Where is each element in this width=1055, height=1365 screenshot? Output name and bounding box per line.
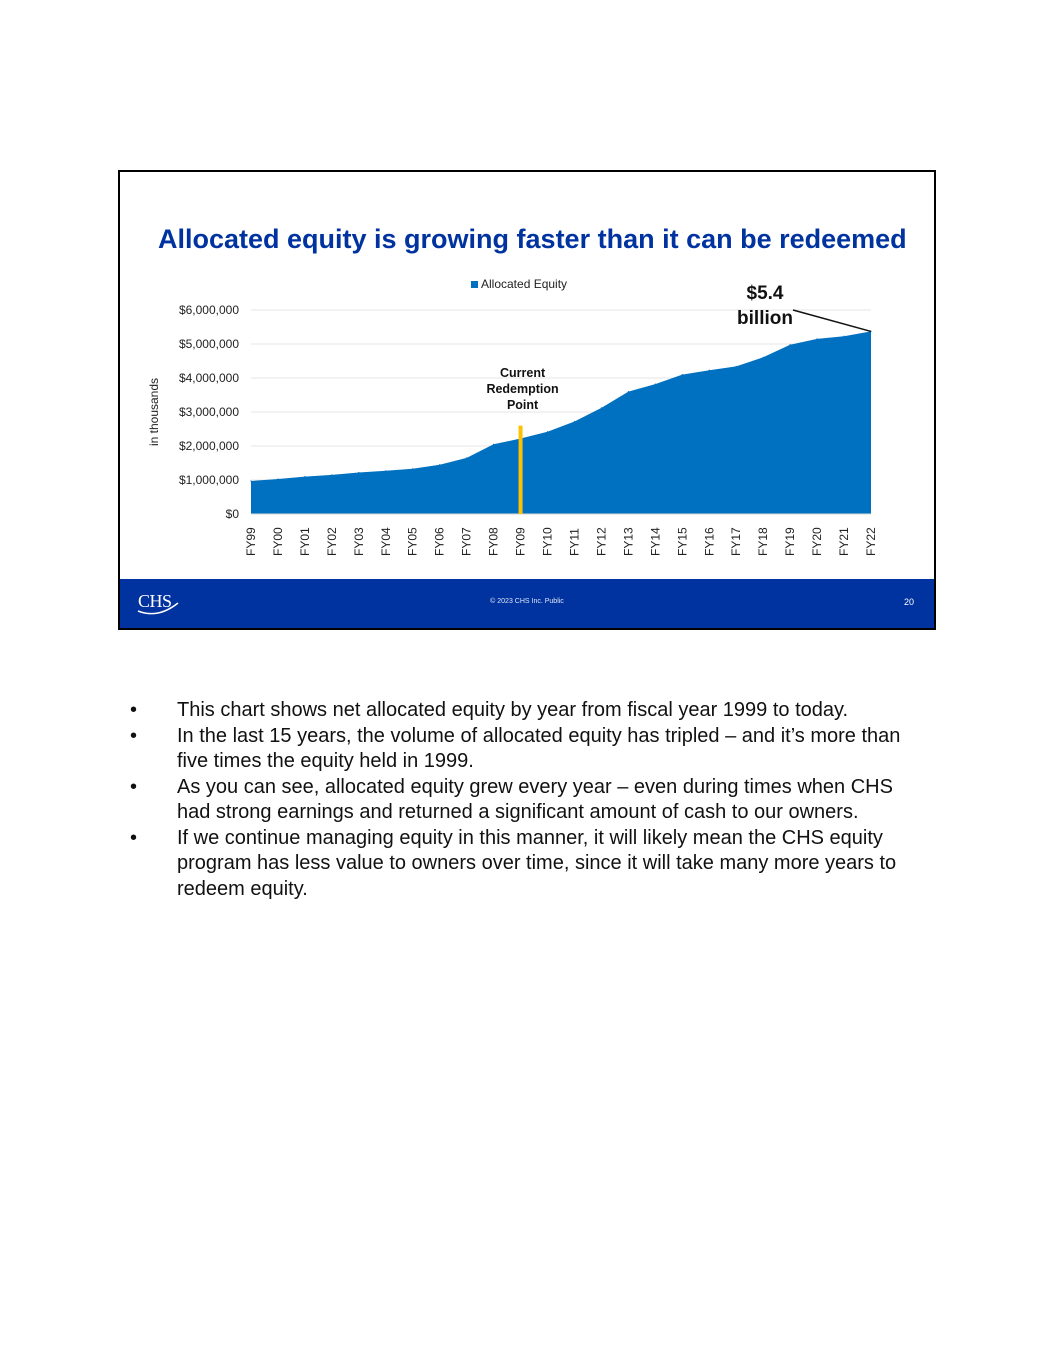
y-tick-label: $1,000,000 <box>178 473 239 487</box>
legend-swatch <box>471 281 478 288</box>
note-item <box>130 775 930 826</box>
data-point <box>439 464 440 465</box>
legend-label: Allocated Equity <box>481 277 568 291</box>
x-tick-label: FY09 <box>513 527 528 556</box>
data-point <box>466 457 467 458</box>
data-point <box>763 357 764 358</box>
y-tick-label: $6,000,000 <box>178 303 239 317</box>
copyright: © 2023 CHS Inc. Public <box>490 598 564 605</box>
y-axis-title: in thousands <box>147 377 161 447</box>
note-text: This chart shows net allocated equity by year from fiscal year 1999 to today. <box>177 699 849 721</box>
end-value-label: billion <box>737 308 793 329</box>
x-tick-label: FY20 <box>810 527 825 556</box>
x-tick-label: FY04 <box>378 527 393 556</box>
y-tick-label: $4,000,000 <box>178 371 239 385</box>
x-tick-label: FY03 <box>351 527 366 556</box>
x-tick-label: FY08 <box>486 527 501 556</box>
end-value-label: $5.4 <box>746 283 784 304</box>
page-number: 20 <box>903 597 914 607</box>
x-tick-label: FY06 <box>432 527 447 556</box>
note-text: As you can see, allocated equity grew every year – even during times when CHS had strong earnings and returned a significant amount of cash to our owners. <box>177 775 893 823</box>
bullet-icon: • <box>130 699 138 721</box>
data-point <box>709 370 710 371</box>
data-point <box>817 338 818 339</box>
bullet-icon: • <box>130 775 138 798</box>
x-tick-label: FY13 <box>621 527 636 556</box>
data-point <box>547 431 548 432</box>
data-point <box>655 384 656 385</box>
data-point <box>331 474 332 475</box>
x-tick-label: FY07 <box>459 527 474 556</box>
note-text: If we continue managing equity in this manner, it will likely mean the CHS equity program has less value to owners over time, since it will take many more years to redeem equity. <box>177 826 897 900</box>
data-point <box>493 444 494 445</box>
data-point <box>790 344 791 345</box>
slide-footer <box>120 579 934 628</box>
x-tick-label: FY05 <box>405 527 420 556</box>
redemption-point-label: Redemption <box>486 382 559 396</box>
x-tick-label: FY10 <box>540 527 555 556</box>
x-tick-label: FY17 <box>729 527 744 556</box>
x-tick-label: FY14 <box>648 527 663 556</box>
data-point <box>277 478 278 479</box>
data-point <box>628 391 629 392</box>
slide-title: Allocated equity is growing faster than it can be redeemed <box>158 224 907 254</box>
data-point <box>250 480 251 481</box>
bullet-icon: • <box>130 826 138 849</box>
x-tick-label: FY00 <box>270 527 285 556</box>
speaker-notes <box>130 698 930 902</box>
area-chart <box>120 172 934 582</box>
data-point <box>601 407 602 408</box>
bullet-icon: • <box>130 724 138 747</box>
x-tick-label: FY99 <box>244 527 258 556</box>
data-point <box>412 468 413 469</box>
x-tick-label: FY18 <box>756 527 771 556</box>
y-tick-label: $2,000,000 <box>178 439 239 453</box>
slide <box>118 170 936 630</box>
note-item <box>130 826 930 903</box>
y-tick-label: $3,000,000 <box>178 405 239 419</box>
x-tick-label: FY16 <box>702 527 717 556</box>
note-item <box>130 698 930 724</box>
chs-logo: CHS <box>136 589 180 617</box>
note-item <box>130 724 930 775</box>
data-point <box>358 472 359 473</box>
data-point <box>574 421 575 422</box>
x-tick-label: FY12 <box>594 527 609 556</box>
data-point <box>843 336 844 337</box>
y-tick-label: $0 <box>225 507 239 521</box>
x-tick-label: FY11 <box>567 528 582 556</box>
x-tick-label: FY01 <box>297 527 312 556</box>
data-point <box>736 366 737 367</box>
y-tick-label: $5,000,000 <box>178 337 239 351</box>
note-text: In the last 15 years, the volume of allocated equity has tripled – and it’s more than five times the equity held in 1999. <box>177 724 901 772</box>
series-area <box>251 331 871 514</box>
x-tick-label: FY02 <box>324 527 339 556</box>
redemption-point-label: Current <box>499 366 546 380</box>
x-tick-label: FY22 <box>864 527 878 556</box>
data-point <box>682 374 683 375</box>
x-tick-label: FY21 <box>837 527 852 556</box>
x-tick-label: FY19 <box>783 527 798 556</box>
x-tick-label: FY15 <box>675 527 690 556</box>
redemption-point-label: Point <box>506 398 539 412</box>
data-point <box>304 476 305 477</box>
data-point <box>385 470 386 471</box>
end-label-leader <box>793 310 871 331</box>
